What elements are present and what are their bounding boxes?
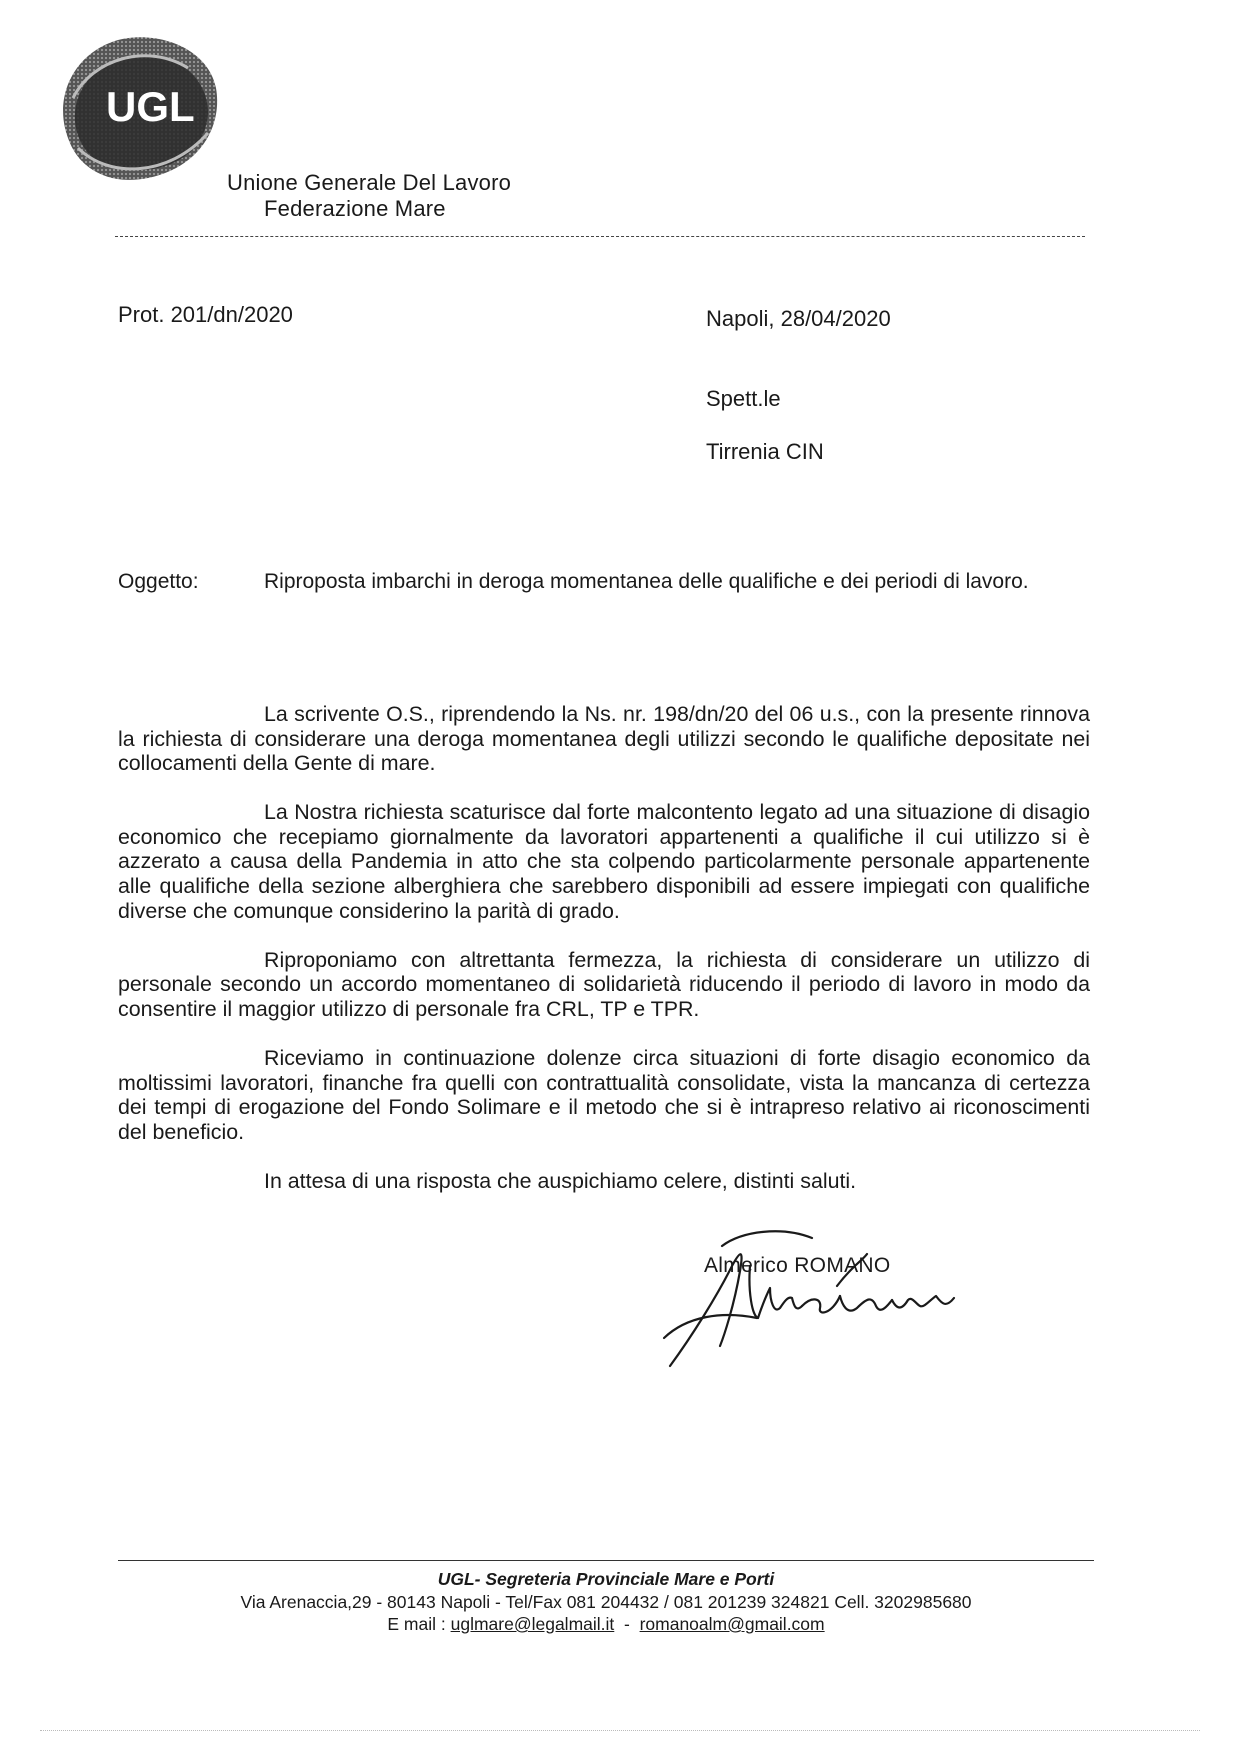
- subject-text: Riproposta imbarchi in deroga momentanea delle qualifiche e dei periodi di lavoro.: [264, 570, 1029, 593]
- email-link-romanoalm[interactable]: romanoalm@gmail.com: [639, 1614, 825, 1634]
- footer-email-line: [118, 1614, 1094, 1635]
- header-divider: [115, 236, 1085, 237]
- email-link-uglmare[interactable]: uglmare@legalmail.it: [450, 1614, 615, 1634]
- body-paragraph: La scrivente O.S., riprendendo la Ns. nr. 198/dn/20 del 06 u.s., con la presente rinnova la richiesta di considerare una deroga momentanea degli utilizzi secondo le qualifiche depositate nei collocamenti della Gente di mare.: [118, 702, 1090, 776]
- footer-title: UGL- Segreteria Provinciale Mare e Porti: [437, 1569, 775, 1589]
- email-label: E mail :: [387, 1614, 446, 1634]
- logo-text: UGL: [106, 83, 195, 130]
- body-paragraph: Riceviamo in continuazione dolenze circa situazioni di forte disagio economico da moltissimi lavoratori, finanche fra quelli con contrattualità consolidate, vista la mancanza di certezza dei tempi di erogazione del Fondo Solimare e il metodo che si è intrapreso relativo ai riconoscimenti del beneficio.: [118, 1046, 1090, 1144]
- salutation: Spett.le: [706, 386, 781, 411]
- closing-line: In attesa di una risposta che auspichiamo celere, distinti saluti.: [264, 1168, 857, 1193]
- signer-name: Almerico ROMANO: [704, 1254, 891, 1277]
- handwritten-signature: [662, 1226, 964, 1384]
- organization-name: Unione Generale Del Lavoro: [227, 170, 512, 195]
- body-paragraph: La Nostra richiesta scaturisce dal forte malcontento legato ad una situazione di disagio economico che recepiamo giornalmente da lavoratori appartenenti a qualifiche il cui utilizzo si è azzerato a causa della Pandemia in atto che sta colpendo particolarmente personale appartenente alle qualifiche della sezione alberghiera che sarebbero disponibili ad essere impiegati con qualifiche diverse che comunque considerino la parità di grado.: [118, 800, 1090, 923]
- protocol-number: Prot. 201/dn/2020: [118, 302, 293, 327]
- ugl-logo: [48, 28, 223, 183]
- scan-edge-noise: [40, 1730, 1200, 1731]
- footer-divider: [118, 1560, 1094, 1561]
- body-paragraph: Riproponiamo con altrettanta fermezza, la richiesta di considerare un utilizzo di personale secondo un accordo momentaneo di solidarietà riducendo il periodo di lavoro in modo da consentire il maggior utilizzo di personale fra CRL, TP e TPR.: [118, 947, 1090, 1021]
- letter-body: [118, 702, 1090, 1194]
- subject-label: Oggetto:: [118, 570, 199, 593]
- footer-address: Via Arenaccia,29 - 80143 Napoli - Tel/Fax 081 204432 / 081 201239 324821 Cell. 3202985680: [240, 1592, 972, 1612]
- recipient: Tirrenia CIN: [706, 439, 824, 464]
- email-separator: -: [624, 1614, 630, 1634]
- federation-name: Federazione Mare: [264, 196, 446, 221]
- place-date: Napoli, 28/04/2020: [706, 306, 891, 331]
